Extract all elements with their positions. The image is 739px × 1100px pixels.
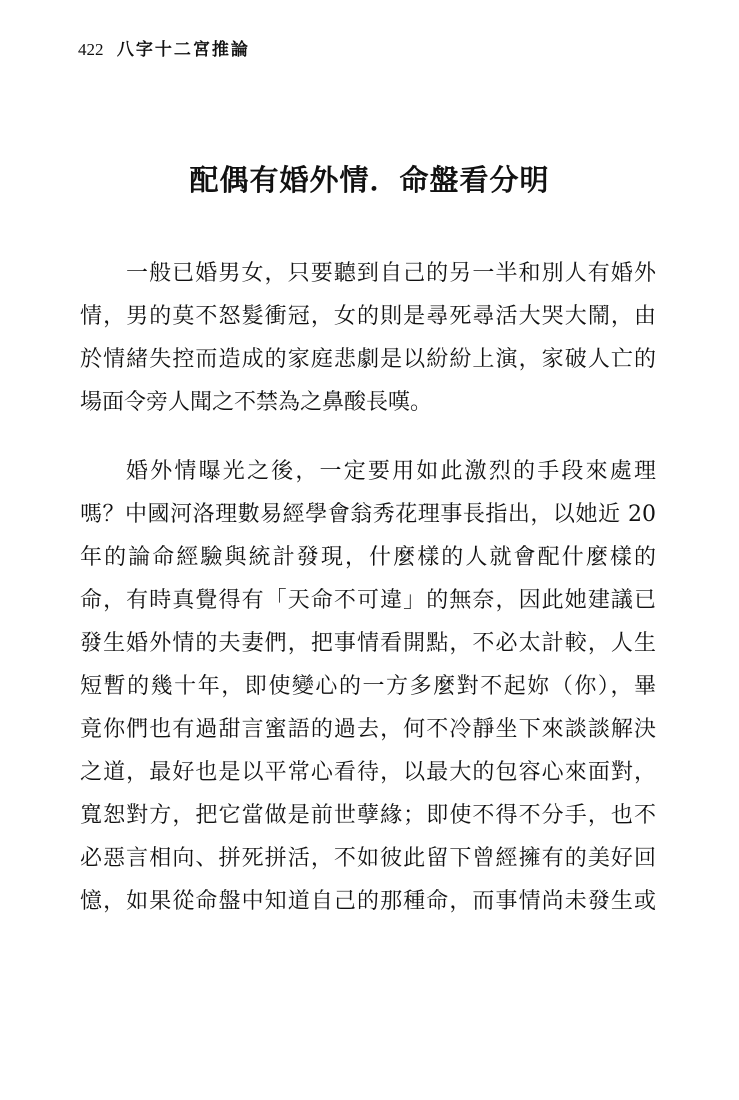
book-title: 八字十二宮推論 [116,40,250,60]
text-line: 於情緒失控而造成的家庭悲劇是以紛紛上演，家破人亡的 [80,347,656,372]
text-line: 場面令旁人聞之不禁為之鼻酸長嘆。 [80,390,433,415]
paragraph-2 [80,450,656,923]
chapter-title: 配偶有婚外情．命盤看分明 [189,163,550,197]
page-header [78,38,250,62]
text-line: 情，男的莫不怒髮衝冠，女的則是尋死尋活大哭大鬧，由 [80,304,656,329]
text-line: 一般已婚男女，只要聽到自己的另一半和別人有婚外 [126,261,656,286]
text-line: 短暫的幾十年，即使變心的一方多麼對不起妳（你），畢 [80,674,656,699]
body-text [80,252,656,923]
text-line: 之道，最好也是以平常心看待，以最大的包容心來面對， [80,760,656,785]
text-line: 寬恕對方，把它當做是前世孽緣；即使不得不分手，也不 [80,803,656,828]
text-line: 婚外情曝光之後，一定要用如此激烈的手段來處理 [126,459,656,484]
text-line: 竟你們也有過甜言蜜語的過去，何不冷靜坐下來談談解決 [80,717,656,742]
paragraph-gap [80,424,656,450]
text-line: 嗎？中國河洛理數易經學會翁秀花理事長指出，以她近 20 [80,502,656,527]
text-line: 憶，如果從命盤中知道自己的那種命，而事情尚未發生或 [80,889,656,914]
page-number: 422 [78,40,104,59]
text-line: 發生婚外情的夫妻們，把事情看開點，不必太計較，人生 [80,631,656,656]
text-line: 命，有時真覺得有「天命不可違」的無奈，因此她建議已 [80,588,656,613]
text-line: 必惡言相向、拼死拼活，不如彼此留下曾經擁有的美好回 [80,846,656,871]
text-line: 年的論命經驗與統計發現，什麼樣的人就會配什麼樣的 [80,545,656,570]
paragraph-1 [80,252,656,424]
